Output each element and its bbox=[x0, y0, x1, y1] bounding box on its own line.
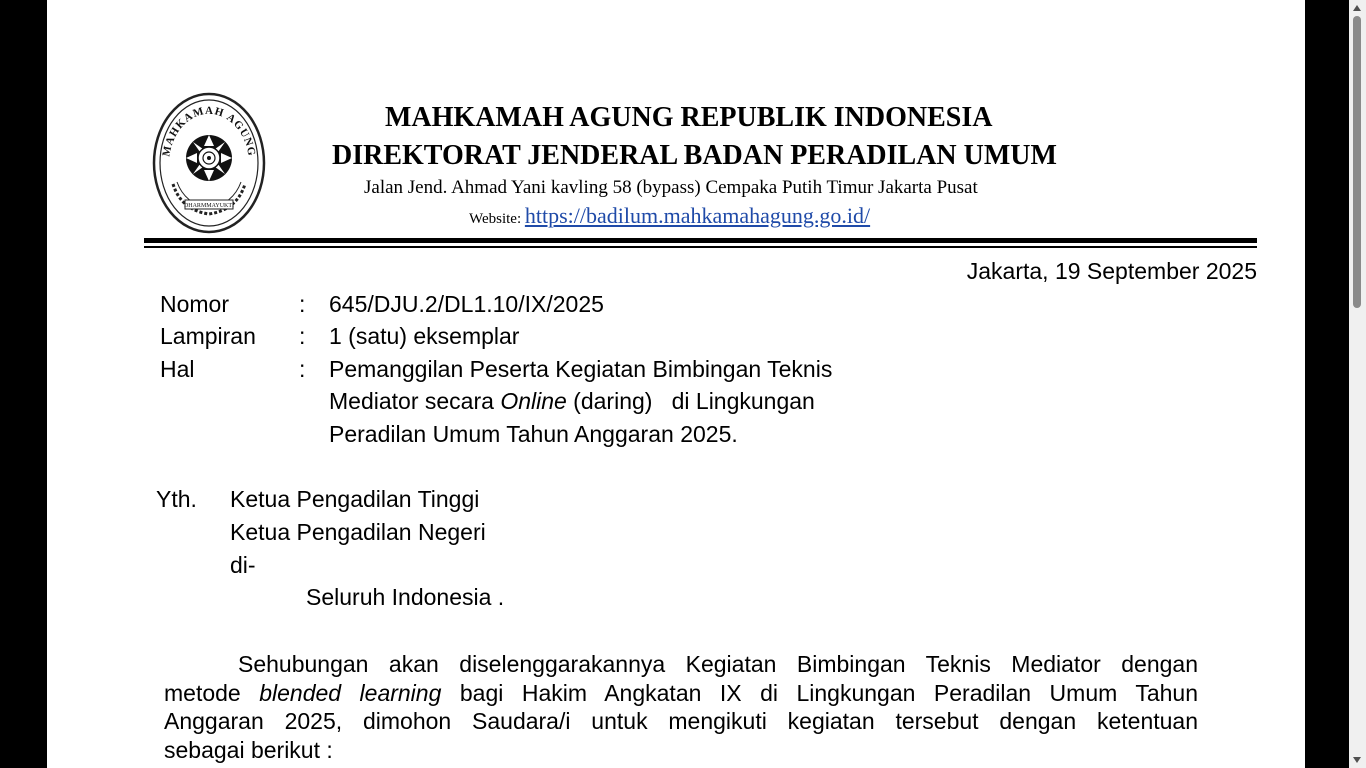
field-sep-hal: : bbox=[299, 356, 306, 382]
body-line2-italic: blended learning bbox=[259, 679, 442, 706]
website-label: Website: bbox=[469, 211, 522, 227]
scrollbar-thumb[interactable] bbox=[1353, 16, 1361, 308]
subject-line2-b: (daring) di Lingkungan bbox=[566, 388, 815, 414]
body-paragraph bbox=[164, 650, 1198, 764]
field-value-lampiran: 1 (satu) eksemplar bbox=[329, 323, 520, 349]
body-line2-b: bagi Hakim Angkatan IX di Lingkungan Peradilan Umum Tahun bbox=[441, 679, 1199, 706]
header-rule-thick bbox=[144, 238, 1257, 243]
body-line2 bbox=[164, 679, 1198, 708]
recipient-line4: Seluruh Indonesia . bbox=[306, 584, 505, 610]
subject-line2-italic: Online bbox=[500, 388, 567, 414]
recipient-line1: Ketua Pengadilan Tinggi bbox=[230, 486, 480, 512]
field-label-hal: Hal bbox=[160, 356, 195, 382]
field-sep-lampiran: : bbox=[299, 323, 306, 349]
recipient-label: Yth. bbox=[156, 486, 197, 512]
subject-line2 bbox=[329, 388, 815, 415]
mahkamah-agung-seal-logo bbox=[151, 92, 267, 234]
place-date: Jakarta, 19 September 2025 bbox=[966, 258, 1257, 284]
field-sep-nomor: : bbox=[299, 291, 306, 317]
field-value-hal: Pemanggilan Peserta Kegiatan Bimbingan Teknis bbox=[329, 356, 833, 382]
svg-text:MAHKAMAH AGUNG: MAHKAMAH AGUNG bbox=[160, 104, 258, 158]
field-label-lampiran: Lampiran bbox=[160, 323, 256, 349]
vertical-scrollbar[interactable] bbox=[1349, 0, 1366, 768]
subject-line2-a: Mediator secara bbox=[329, 388, 501, 414]
recipient-line3: di- bbox=[230, 552, 256, 578]
subject-line3: Peradilan Umum Tahun Anggaran 2025. bbox=[329, 421, 738, 447]
website-link[interactable]: https://badilum.mahkamahagung.go.id/ bbox=[524, 203, 871, 228]
body-line1: Sehubungan akan diselenggarakannya Kegiatan Bimbingan Teknis Mediator dengan bbox=[238, 651, 1198, 677]
header-title-line1: MAHKAMAH AGUNG REPUBLIK INDONESIA bbox=[385, 102, 993, 133]
header-rule-thin bbox=[144, 246, 1257, 248]
field-label-nomor: Nomor bbox=[160, 291, 230, 317]
header-address: Jalan Jend. Ahmad Yani kavling 58 (bypass) Cempaka Putih Timur Jakarta Pusat bbox=[364, 177, 978, 198]
field-value-nomor: 645/DJU.2/DL1.10/IX/2025 bbox=[329, 291, 604, 317]
body-line4: sebagai berikut : bbox=[164, 736, 333, 763]
svg-text:DHARMMAYUKTI: DHARMMAYUKTI bbox=[183, 203, 235, 209]
header-website bbox=[469, 203, 870, 229]
header-title-line2: DIREKTORAT JENDERAL BADAN PERADILAN UMUM bbox=[332, 140, 1057, 171]
document-page bbox=[47, 0, 1305, 768]
body-line2-a: metode bbox=[164, 679, 260, 706]
scroll-up-arrow-icon[interactable] bbox=[1353, 5, 1361, 11]
scroll-down-arrow-icon[interactable] bbox=[1353, 757, 1361, 763]
recipient-line2: Ketua Pengadilan Negeri bbox=[230, 519, 486, 545]
body-line3: Anggaran 2025, dimohon Saudara/i untuk mengikuti kegiatan tersebut dengan ketentuan bbox=[164, 708, 1198, 734]
